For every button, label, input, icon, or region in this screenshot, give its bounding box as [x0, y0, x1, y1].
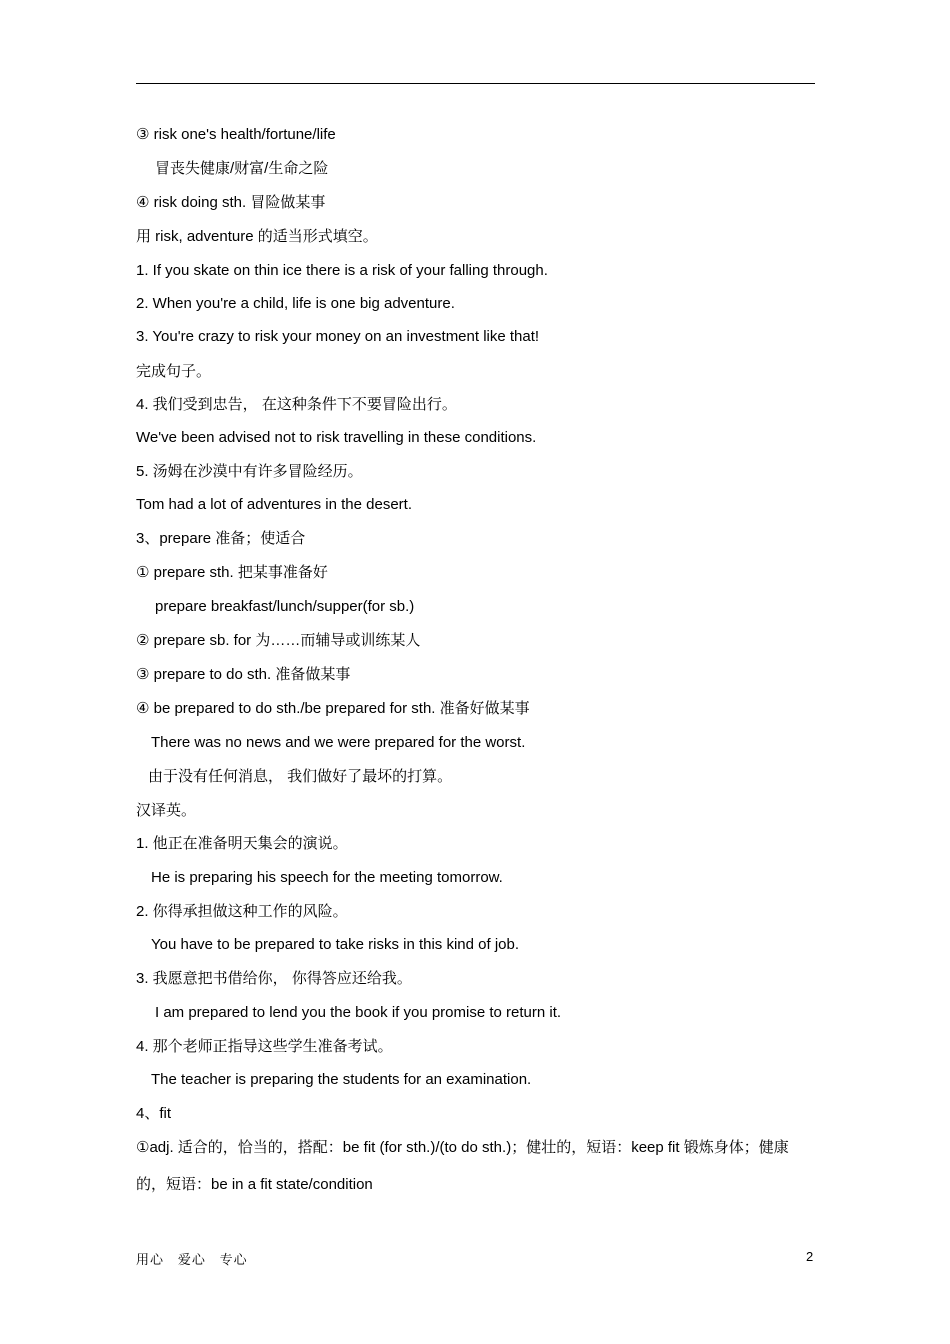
- text-line: 3、prepare 准备；使适合: [136, 530, 306, 547]
- text-line: 汉译英。: [136, 802, 197, 819]
- text-line: ④ risk doing sth. 冒险做某事: [136, 194, 326, 211]
- text-line: 冒丧失健康/财富/生命之险: [155, 160, 329, 177]
- text-line: I am prepared to lend you the book if you promise to return it.: [155, 1004, 562, 1021]
- text-line: We've been advised not to risk travelling in these conditions.: [136, 429, 537, 446]
- footer-motto: 用心 爱心 专心: [136, 1252, 248, 1267]
- text-line: 5. 汤姆在沙漠中有许多冒险经历。: [136, 463, 363, 480]
- text-line: You have to be prepared to take risks in this kind of job.: [151, 936, 520, 953]
- text-line: There was no news and we were prepared for the worst.: [151, 734, 526, 751]
- text-line: ③ risk one's health/fortune/life: [136, 126, 336, 143]
- text-line: 3. You're crazy to risk your money on an investment like that!: [136, 328, 540, 345]
- header-rule: [136, 83, 815, 84]
- text-line: ② prepare sb. for 为……而辅导或训练某人: [136, 632, 421, 649]
- text-line: 3. 我愿意把书借给你， 你得答应还给我。: [136, 970, 412, 987]
- text-line: 4. 我们受到忠告， 在这种条件下不要冒险出行。: [136, 396, 457, 413]
- text-line: 4. 那个老师正指导这些学生准备考试。: [136, 1038, 393, 1055]
- text-line: 2. When you're a child, life is one big adventure.: [136, 295, 455, 312]
- text-line: 4、fit: [136, 1105, 172, 1122]
- text-line: 2. 你得承担做这种工作的风险。: [136, 903, 348, 920]
- page-number: 2: [806, 1249, 814, 1264]
- text-line: ①adj. 适合的，恰当的，搭配：be fit (for sth.)/(to do sth.)；健壮的，短语：keep fit 锻炼身体；健康: [136, 1139, 789, 1156]
- text-line: 的，短语：be in a fit state/condition: [136, 1176, 373, 1193]
- text-line: ① prepare sth. 把某事准备好: [136, 564, 328, 581]
- text-line: He is preparing his speech for the meeting tomorrow.: [151, 869, 503, 886]
- text-line: ③ prepare to do sth. 准备做某事: [136, 666, 351, 683]
- text-line: 1. 他正在准备明天集会的演说。: [136, 835, 348, 852]
- text-line: 用 risk, adventure 的适当形式填空。: [136, 228, 378, 245]
- text-line: 由于没有任何消息， 我们做好了最坏的打算。: [148, 768, 453, 785]
- text-line: Tom had a lot of adventures in the desert.: [136, 496, 412, 513]
- text-line: ④ be prepared to do sth./be prepared for sth. 准备好做某事: [136, 700, 530, 717]
- text-line: The teacher is preparing the students for an examination.: [151, 1071, 532, 1088]
- text-line: 1. If you skate on thin ice there is a risk of your falling through.: [136, 262, 548, 279]
- text-line: 完成句子。: [136, 363, 212, 380]
- text-line: prepare breakfast/lunch/supper(for sb.): [155, 598, 415, 615]
